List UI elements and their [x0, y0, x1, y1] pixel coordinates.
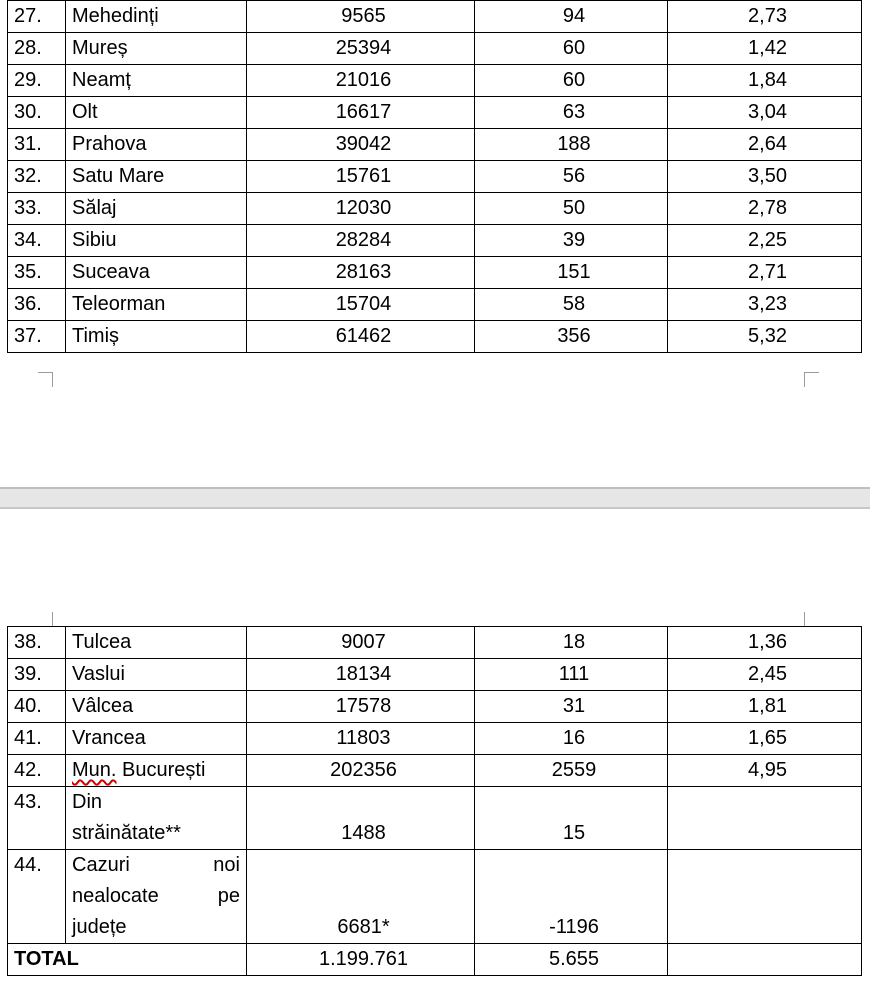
total-label: TOTAL — [8, 944, 247, 976]
row-number: 34. — [8, 225, 66, 257]
total-cases: 61462 — [247, 321, 475, 353]
cases-table-page-2 — [7, 626, 862, 976]
table-body — [8, 1, 862, 353]
total-cases: 9565 — [247, 1, 475, 33]
total-cases: 17578 — [247, 691, 475, 723]
total-cases: 39042 — [247, 129, 475, 161]
new-cases: 151 — [475, 257, 668, 289]
row-number: 43. — [8, 787, 66, 850]
incidence-rate: 3,23 — [668, 289, 862, 321]
county-name: Prahova — [66, 129, 247, 161]
row-number: 40. — [8, 691, 66, 723]
total-cases: 18134 — [247, 659, 475, 691]
table-row — [8, 161, 862, 193]
total-cases: 21016 — [247, 65, 475, 97]
label-line: Din — [72, 791, 103, 813]
county-name-rest: București — [116, 759, 206, 781]
new-cases: -1196 — [475, 850, 668, 944]
spellcheck-word: Mun. — [72, 759, 117, 781]
table-row — [8, 787, 862, 850]
table-row — [8, 321, 862, 353]
total-cases: 1488 — [247, 787, 475, 850]
incidence-rate: 1,84 — [668, 65, 862, 97]
county-name: Satu Mare — [66, 161, 247, 193]
new-cases: 111 — [475, 659, 668, 691]
page-break-gap — [0, 487, 870, 509]
row-number: 27. — [8, 1, 66, 33]
table-row — [8, 97, 862, 129]
incidence-rate: 4,95 — [668, 755, 862, 787]
table-row — [8, 257, 862, 289]
incidence-rate — [668, 944, 862, 976]
incidence-rate: 2,64 — [668, 129, 862, 161]
new-cases: 39 — [475, 225, 668, 257]
table-row — [8, 193, 862, 225]
county-name — [66, 755, 247, 787]
county-name: Sibiu — [66, 225, 247, 257]
total-cases: 6681* — [247, 850, 475, 944]
incidence-rate — [668, 787, 862, 850]
label-line — [72, 881, 240, 912]
table-row — [8, 129, 862, 161]
new-cases: 18 — [475, 627, 668, 659]
new-cases: 63 — [475, 97, 668, 129]
table-body — [8, 627, 862, 976]
county-name: Vâlcea — [66, 691, 247, 723]
total-cases: 202356 — [247, 755, 475, 787]
table-row — [8, 691, 862, 723]
total-cases: 15761 — [247, 161, 475, 193]
row-number: 38. — [8, 627, 66, 659]
county-name — [66, 850, 247, 944]
incidence-rate: 3,50 — [668, 161, 862, 193]
incidence-rate: 3,04 — [668, 97, 862, 129]
row-number: 44. — [8, 850, 66, 944]
new-cases: 356 — [475, 321, 668, 353]
incidence-rate: 2,78 — [668, 193, 862, 225]
total-cases: 9007 — [247, 627, 475, 659]
table-row — [8, 225, 862, 257]
total-cases: 28163 — [247, 257, 475, 289]
new-cases: 50 — [475, 193, 668, 225]
new-cases: 5.655 — [475, 944, 668, 976]
row-number: 29. — [8, 65, 66, 97]
row-number: 35. — [8, 257, 66, 289]
incidence-rate: 2,25 — [668, 225, 862, 257]
page-corner-mark — [38, 612, 53, 627]
county-name: Suceava — [66, 257, 247, 289]
table-row — [8, 289, 862, 321]
new-cases: 31 — [475, 691, 668, 723]
table-row — [8, 65, 862, 97]
county-name: Mureș — [66, 33, 247, 65]
table-row — [8, 723, 862, 755]
county-name: Sălaj — [66, 193, 247, 225]
row-number: 37. — [8, 321, 66, 353]
page-corner-mark — [804, 612, 819, 627]
table-row — [8, 755, 862, 787]
incidence-rate: 2,73 — [668, 1, 862, 33]
incidence-rate: 1,65 — [668, 723, 862, 755]
incidence-rate: 1,36 — [668, 627, 862, 659]
label-line: străinătate** — [72, 822, 181, 844]
label-word: nealocate — [72, 885, 159, 907]
row-number: 32. — [8, 161, 66, 193]
county-name: Teleorman — [66, 289, 247, 321]
county-name: Tulcea — [66, 627, 247, 659]
new-cases: 188 — [475, 129, 668, 161]
page-corner-mark — [804, 372, 819, 387]
row-number: 28. — [8, 33, 66, 65]
county-name: Vrancea — [66, 723, 247, 755]
county-name — [66, 787, 247, 850]
new-cases: 2559 — [475, 755, 668, 787]
table-row — [8, 33, 862, 65]
total-cases: 11803 — [247, 723, 475, 755]
total-row — [8, 944, 862, 976]
county-name: Vaslui — [66, 659, 247, 691]
new-cases: 60 — [475, 33, 668, 65]
row-number: 41. — [8, 723, 66, 755]
label-word: noi — [213, 854, 240, 876]
incidence-rate: 2,45 — [668, 659, 862, 691]
label-word: Cazuri — [72, 854, 130, 876]
new-cases: 56 — [475, 161, 668, 193]
row-number: 39. — [8, 659, 66, 691]
cases-table-page-1 — [7, 0, 862, 353]
total-cases: 12030 — [247, 193, 475, 225]
row-number: 42. — [8, 755, 66, 787]
incidence-rate: 2,71 — [668, 257, 862, 289]
label-word: pe — [217, 885, 240, 907]
new-cases: 94 — [475, 1, 668, 33]
row-number: 36. — [8, 289, 66, 321]
table-row — [8, 850, 862, 944]
table-row — [8, 627, 862, 659]
incidence-rate — [668, 850, 862, 944]
total-cases: 16617 — [247, 97, 475, 129]
new-cases: 16 — [475, 723, 668, 755]
table-row — [8, 1, 862, 33]
total-cases: 28284 — [247, 225, 475, 257]
total-cases: 25394 — [247, 33, 475, 65]
county-name: Neamț — [66, 65, 247, 97]
incidence-rate: 1,42 — [668, 33, 862, 65]
label-line: județe — [72, 916, 127, 938]
total-cases: 15704 — [247, 289, 475, 321]
new-cases: 15 — [475, 787, 668, 850]
incidence-rate: 5,32 — [668, 321, 862, 353]
new-cases: 58 — [475, 289, 668, 321]
county-name: Olt — [66, 97, 247, 129]
new-cases: 60 — [475, 65, 668, 97]
page-corner-mark — [38, 372, 53, 387]
label-line — [72, 850, 240, 881]
row-number: 30. — [8, 97, 66, 129]
row-number: 31. — [8, 129, 66, 161]
table-row — [8, 659, 862, 691]
county-name: Mehedinți — [66, 1, 247, 33]
county-name: Timiș — [66, 321, 247, 353]
incidence-rate: 1,81 — [668, 691, 862, 723]
total-cases: 1.199.761 — [247, 944, 475, 976]
row-number: 33. — [8, 193, 66, 225]
